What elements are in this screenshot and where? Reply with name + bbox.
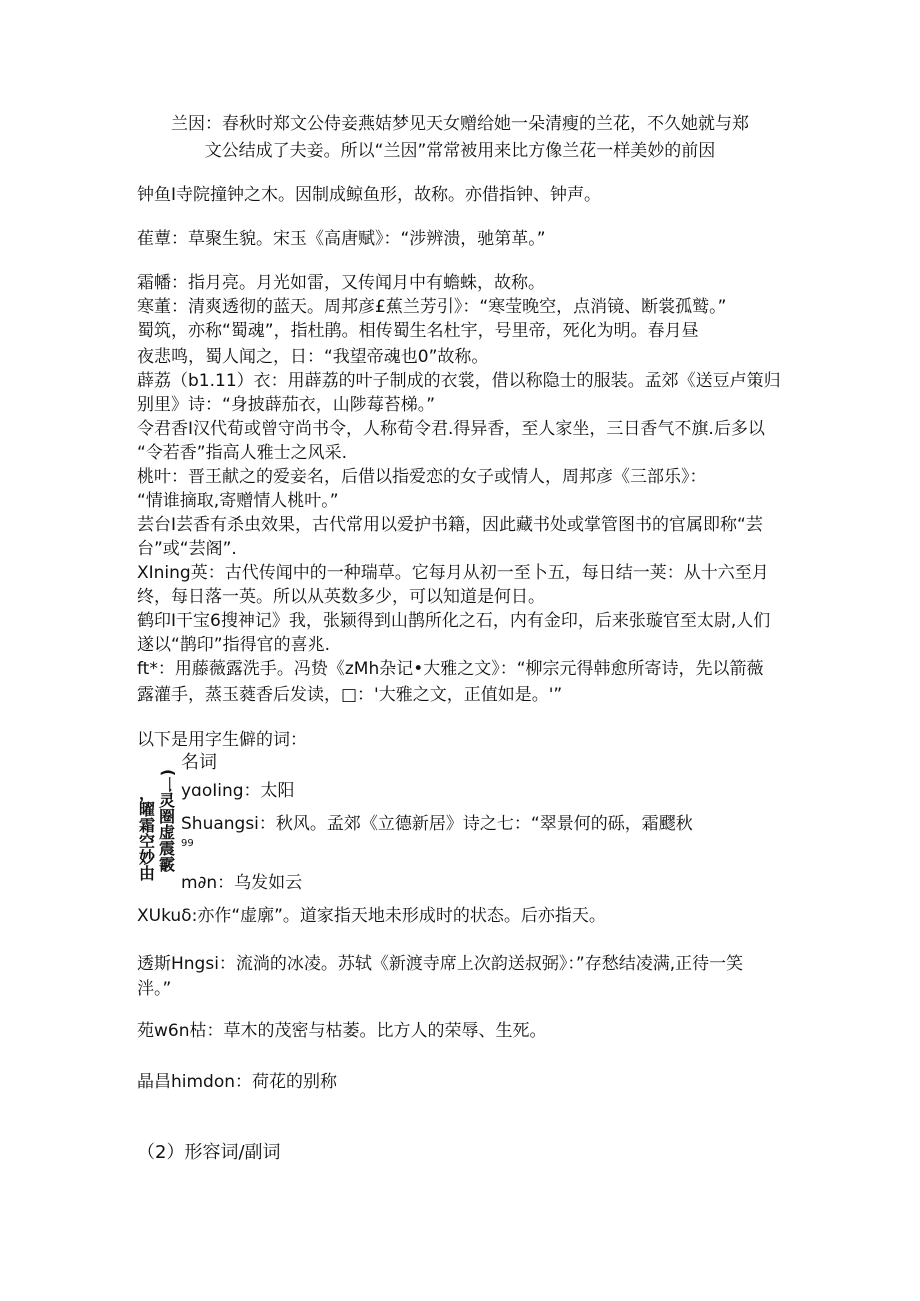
entry-shuzhu: 蜀筑，亦称“蜀魂”，指杜鹃。相传蜀生名杜宇，号里帝，死化为明。春月昼 bbox=[137, 321, 699, 341]
section-2-heading: （2）形容词/副词 bbox=[137, 1142, 281, 1163]
entry-ft-cont: 露灌手，蒸玉蕤香后发读，□：'大雅之文，正值如是。'” bbox=[137, 685, 563, 705]
vertical-column-right: 灵圈虚震霰 bbox=[158, 791, 175, 874]
entry-bili: 薜荔（b1.11）衣：用薜荔的叶子制成的衣裳，借以称隐士的服装。孟郊《送豆卢策归 bbox=[137, 371, 781, 391]
entry-lingjunxiang-cont: “令若香”指高人雅士之风采. bbox=[137, 443, 348, 463]
entry-jingchang: 晶昌himdon：荷花的别称 bbox=[137, 1072, 338, 1092]
noun-item-mon: m∂n：乌发如云 bbox=[181, 873, 303, 893]
entry-queyin-cont: 遂以“鹊印”指得官的喜兆. bbox=[137, 635, 331, 655]
entry-lingjunxiang: 令君香I汉代荀或曾守尚书令，人称荀令君.得异香，至人家坐，三日香气不旗.后多以 bbox=[137, 419, 765, 439]
entry-bili-cont: 别里》诗：“身披薜茄衣，山陟莓苔梯。” bbox=[137, 395, 436, 415]
entry-tousi: 透斯Hngsi：流淌的冰凌。苏轼《新渡寺席上次韵送叔弼》：”存愁结凌满,正待一笑 bbox=[137, 954, 744, 974]
entry-yuanku: 苑w6n枯：草木的茂密与枯萎。比方人的荣辱、生死。 bbox=[137, 1021, 547, 1041]
entry-taoye-cont: “情谁摘取,寄赠情人桃叶。” bbox=[137, 491, 339, 511]
noun-item-mark: 99 bbox=[181, 838, 194, 849]
entry-xining: XIning英：古代传闻中的一种瑞草。它每月从初一至卜五，每日结一荚：从十六至月 bbox=[137, 563, 769, 583]
entry-handong: 寒董：清爽透彻的蓝天。周邦彦£蕉兰芳引》：“寒莹晚空，点消镜、断裳孤鹫。” bbox=[137, 297, 727, 317]
entry-tousi-cont: 泮。” bbox=[137, 979, 172, 999]
title-line-1: 兰因：春秋时郑文公侍妾燕姞梦见天女赠给她一朵清瘦的兰花，不久她就与郑 bbox=[171, 114, 749, 134]
entry-taoye: 桃叶：晋王献之的爱妾名，后借以指爱恋的女子或情人，周邦彦《三部乐》： bbox=[137, 467, 707, 487]
entry-xining-cont: 终，每日落一英。所以从英数多少，可以知道是何日。 bbox=[137, 587, 545, 607]
entry-yuntai-cont: 台”或“芸阁”. bbox=[137, 539, 237, 559]
entry-ft: ft*：用藤薇露洗手。冯贽《zMh杂记•大雅之文》：“柳宗元得韩愈所寄诗，先以箭薇 bbox=[137, 659, 764, 679]
entry-caixun: 萑蕈：草聚生貌。宋玉《高唐赋》：“涉辨溃，驰第革。” bbox=[137, 229, 546, 249]
intro-text: 以下是用字生僻的词： bbox=[137, 730, 307, 750]
noun-item-shuangsi: Shuangsi：秋风。孟郊《立德新居》诗之七：“翠景何的砾，霜飂秋 bbox=[181, 814, 693, 834]
title-line-2: 文公结成了夫妾。所以“兰因”常常被用来比方像兰花一样美妙的前因 bbox=[204, 141, 716, 161]
entry-zhongyu: 钟鱼I寺院撞钟之木。因制成鲸鱼形，故称。亦借指钟、钟声。 bbox=[137, 185, 602, 205]
entry-xukuo: XUkuδ:亦作“虚廓”。道家指天地未形成时的状态。后亦指天。 bbox=[137, 906, 606, 926]
noun-bracket: (一 bbox=[159, 769, 178, 793]
entry-yuntai: 芸台I芸香有杀虫效果，古代常用以爱护书籍，因此藏书处或掌管图书的官属即称“芸 bbox=[137, 515, 763, 535]
entry-shuangfan: 霜幡：指月亮。月光如雷，又传闻月中有蟾蛛，故称。 bbox=[137, 273, 545, 293]
entry-shuzhu-cont: 夜悲鸣，蜀人闻之，日：“我望帝魂也0”故称。 bbox=[137, 347, 489, 367]
vertical-column-left: ，曜霜空妙由 bbox=[138, 784, 155, 883]
entry-queyin: 鹤印I干宝6搜神记》我，张颍得到山鹊所化之石，内有金印，后来张璇官至太尉,人们 bbox=[137, 611, 771, 631]
noun-heading: 名词 bbox=[181, 752, 217, 773]
noun-item-yaoling: yɑoIing：太阳 bbox=[181, 781, 295, 801]
